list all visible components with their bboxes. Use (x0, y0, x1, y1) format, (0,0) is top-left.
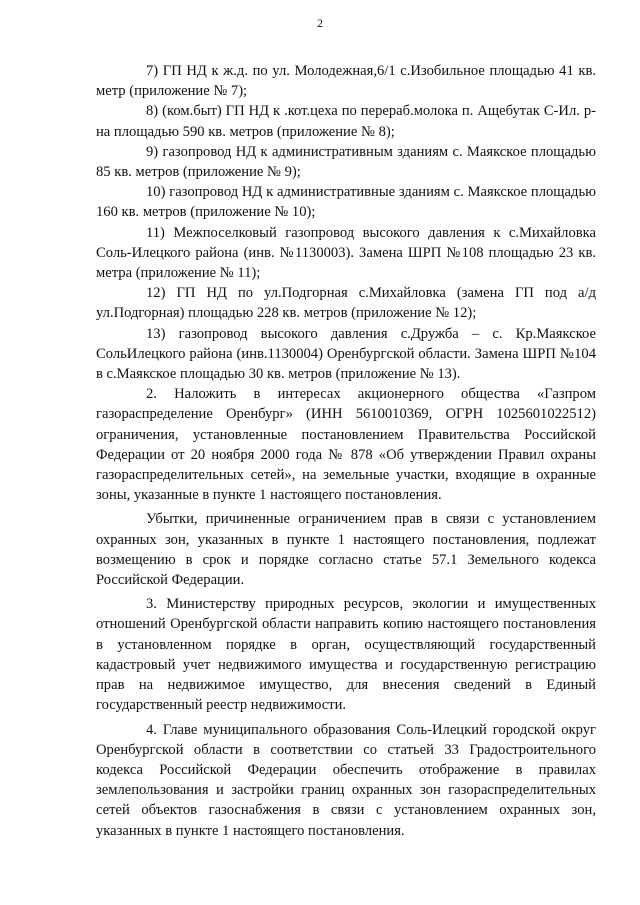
list-item-10: 10) газопровод НД к административные зданиям с. Маякское площадью 160 кв. метров (приложение № 10); (96, 184, 596, 221)
clause-4: 4. Главе муниципального образования Соль-Илецкий городской округ Оренбургской области в соответствии со статьей 33 Градостроительного кодекса Российской Федерации обеспечить отображение в правилах землепользования и застройки границ охранных зон газораспределительных сетей объектов газоснабжения в связи с установлением охранных зон, указанных в пункте 1 настоящего постановления. (96, 721, 596, 839)
clause-3: 3. Министерству природных ресурсов, экологии и имущественных отношений Оренбургской области направить копию настоящего постановления в установленном порядке в орган, осуществляющий государственный кадастровый учет недвижимого имущества и государственную регистрацию прав на недвижимое имущество, для внесения сведений в Единый государственный реестр недвижимости. (96, 596, 596, 714)
list-item-12: 12) ГП НД по ул.Подгорная с.Михайловка (замена ГП под а/д ул.Подгорная) площадью 228 кв. метров (приложение № 12); (96, 285, 596, 322)
list-item-7: 7) ГП НД к ж.д. по ул. Молодежная,6/1 с.Изобильное площадью 41 кв. метр (приложение № 7); (96, 63, 596, 100)
clause-2: 2. Наложить в интересах акционерного общества «Газпром газораспределение Оренбург» (ИНН 5610010369, ОГРН 1025601022512) ограничения, установленные постановлением Правительства Российской Федерации от 20 ноября 2000 года № 878 «Об утверждении Правил охраны газораспределительных сетей», на земельные участки, входящие в охранные зоны, указанные в пункте 1 настоящего постановления. (96, 386, 596, 504)
list-item-13: 13) газопровод высокого давления с.Дружба – с. Кр.Маякское СольИлецкого района (инв.1130004) Оренбургской области. Замена ШРП №104 в с.Маякское площадью 30 кв. метров (приложение № 13). (96, 325, 596, 383)
page-number: 2 (317, 16, 323, 30)
document-body (96, 61, 596, 841)
list-item-9: 9) газопровод НД к административным зданиям с. Маякское площадью 85 кв. метров (приложение № 9); (96, 143, 596, 181)
list-item-11: 11) Межпоселковый газопровод высокого давления к с.Михайловка Соль-Илецкого района (инв. №1130003). Замена ШРП №108 площадью 23 кв. метра (приложение № 11); (96, 224, 596, 282)
list-item-8: 8) (ком.быт) ГП НД к .кот.цеха по перераб.молока п. Ащебутак С-Ил. р-на площадью 590 кв. метров (приложение № 8); (96, 103, 596, 140)
clause-2-losses: Убытки, причиненные ограничением прав в связи с установлением охранных зон, указанных в пункте 1 настоящего постановления, подлежат возмещению в срок и порядке согласно статье 57.1 Земельного кодекса Российской Федерации. (96, 511, 596, 589)
